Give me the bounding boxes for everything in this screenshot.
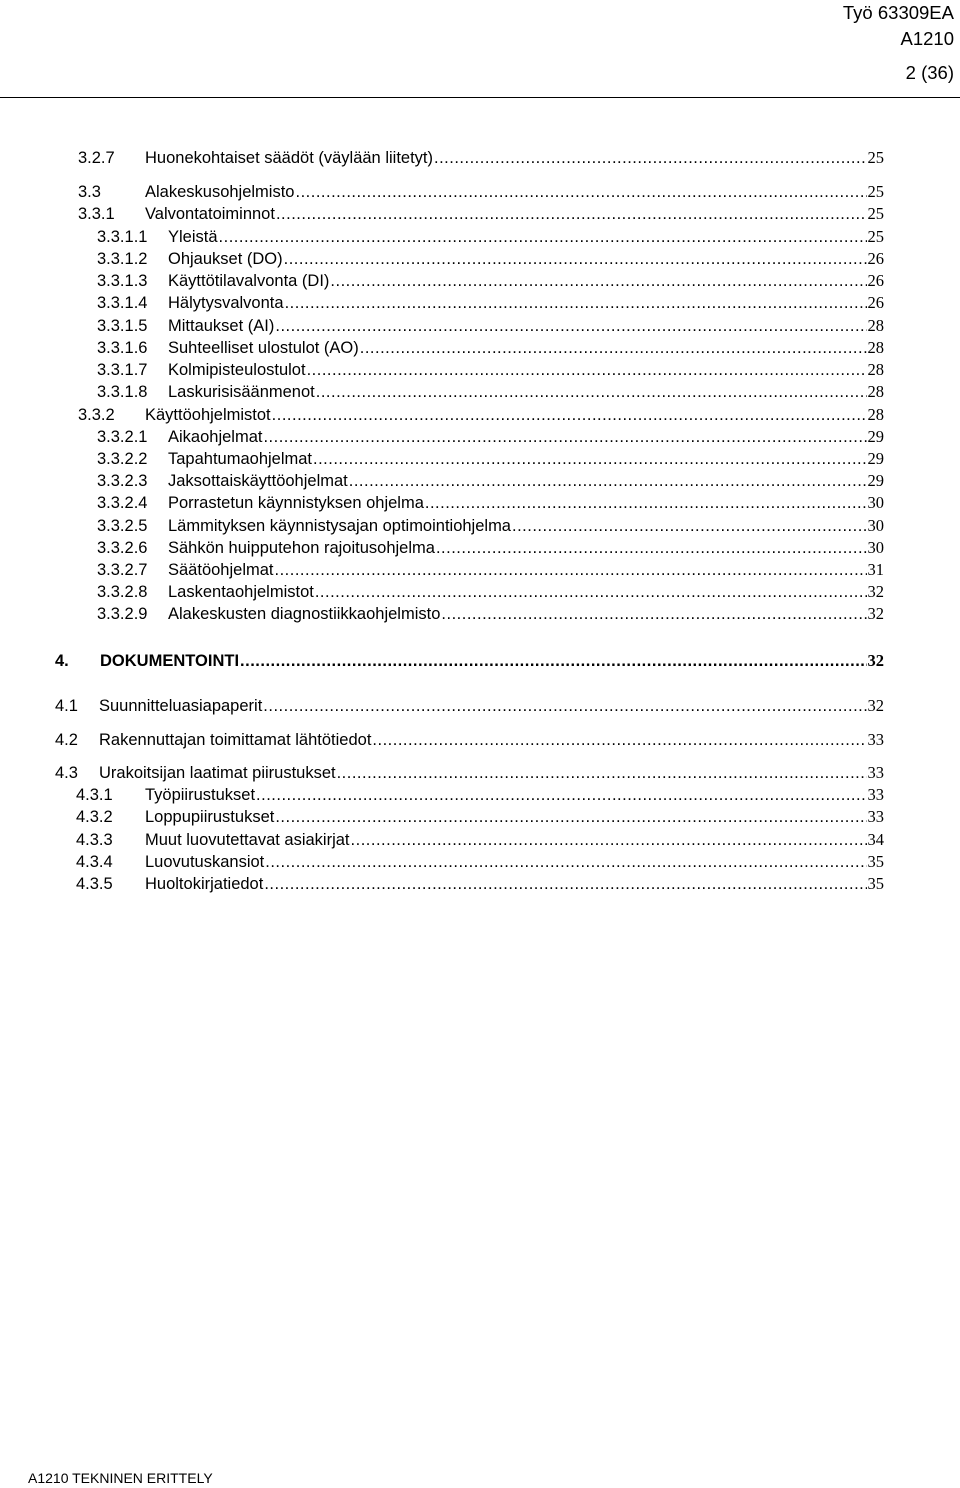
toc-entry[interactable] [76,784,884,806]
toc-entry-leader [240,650,866,672]
toc-entry[interactable] [97,292,884,314]
toc-entry[interactable] [97,359,884,381]
toc-entry-page: 30 [867,493,884,512]
toc-entry-number: 3.2.7 [78,149,115,167]
toc-entry-page: 32 [867,604,884,623]
toc-entry-page: 34 [867,830,884,849]
toc-entry-number: 4.3.3 [76,831,113,849]
document-code: A1210 [900,28,954,49]
toc-entry-number: 4.3.4 [76,853,113,871]
toc-entry-title: Huonekohtaiset säädöt (väylään liitetyt) [145,149,433,167]
toc-entry-page: 31 [867,560,884,579]
toc-entry-leader [434,147,867,169]
toc-entry-title: Aikaohjelmat [168,428,263,446]
toc-entry-number: 3.3.1.3 [97,272,148,290]
toc-entry-number: 4.3.5 [76,875,113,893]
toc-entry-title: Rakennuttajan toimittamat lähtötiedot [99,731,372,749]
toc-entry-page: 30 [867,538,884,557]
toc-entry-title: Työpiirustukset [145,786,256,804]
toc-entry-page: 29 [867,427,884,446]
toc-entry-title: Lämmityksen käynnistysajan optimointiohjelma [168,517,511,535]
toc-entry-number: 3.3.1.8 [97,383,148,401]
toc-entry-number: 4.2 [55,731,78,749]
toc-entry-page: 28 [867,405,884,424]
toc-entry-title: Urakoitsijan laatimat piirustukset [99,764,336,782]
toc-entry-number: 3.3.1.1 [97,228,148,246]
toc-entry-number: 3.3.2.4 [97,494,148,512]
toc-entry-leader [275,559,867,581]
toc-entry-leader [512,515,867,537]
toc-entry-page: 26 [867,271,884,290]
toc-entry-number: 3.3 [78,183,101,201]
toc-entry-title: Käyttöohjelmistot [145,406,271,424]
toc-entry[interactable] [78,404,884,426]
toc-entry-title: Alakeskusten diagnostiikkaohjelmisto [168,605,441,623]
toc-entry-number: 4. [55,652,69,670]
toc-entry-title: Loppupiirustukset [145,808,275,826]
toc-entry-page: 28 [867,360,884,379]
toc-entry-page: 29 [867,471,884,490]
toc-entry-page: 33 [867,785,884,804]
toc-entry-leader [307,359,867,381]
toc-entry-leader [330,270,866,292]
toc-entry-page: 28 [867,338,884,357]
toc-entry-number: 3.3.1.2 [97,250,148,268]
toc-entry-page: 33 [867,807,884,826]
toc-entry[interactable] [78,181,884,203]
toc-entry-leader [351,829,867,851]
toc-entry[interactable] [97,270,884,292]
toc-entry-title: Suunnitteluasiapaperit [99,697,263,715]
toc-entry-page: 33 [867,763,884,782]
toc-entry-leader [295,181,866,203]
toc-entry-title: Kolmipisteulostulot [168,361,306,379]
toc-entry-leader [265,851,866,873]
toc-entry[interactable] [97,581,884,603]
toc-entry-title: Säätöohjelmat [168,561,274,579]
toc-entry[interactable] [97,248,884,270]
toc-entry[interactable] [76,806,884,828]
toc-entry-page: 29 [867,449,884,468]
toc-entry[interactable] [97,603,884,625]
toc-entry-number: 3.3.2 [78,406,115,424]
toc-entry-number: 4.1 [55,697,78,715]
toc-entry-title: Porrastetun käynnistyksen ohjelma [168,494,424,512]
toc-entry[interactable] [55,695,884,717]
toc-entry-title: Muut luovutettavat asiakirjat [145,831,350,849]
toc-entry-leader [264,873,866,895]
toc-entry-title: DOKUMENTOINTI [100,652,240,670]
toc-entry-number: 4.3.1 [76,786,113,804]
toc-entry-title: Mittaukset (AI) [168,317,275,335]
toc-entry-leader [284,248,867,270]
toc-entry-title: Hälytysvalvonta [168,294,284,312]
toc-entry-leader [360,337,867,359]
page-footer: A1210 TEKNINEN ERITTELY [28,1470,213,1486]
toc-entry[interactable] [55,762,884,784]
toc-entry-leader [425,492,867,514]
toc-entry-page: 35 [867,852,884,871]
toc-entry-number: 3.3.2.2 [97,450,148,468]
toc-entry[interactable] [78,203,884,225]
toc-entry[interactable] [97,492,884,514]
toc-entry-number: 3.3.2.5 [97,517,148,535]
toc-entry-number: 3.3.2.6 [97,539,148,557]
toc-entry-title: Laskurisisäänmenot [168,383,315,401]
page-indicator: 2 (36) [905,62,954,83]
toc-entry-leader [313,448,866,470]
toc-entry-page: 25 [867,204,884,223]
toc-entry-leader [337,762,867,784]
toc-entry-title: Yleistä [168,228,218,246]
toc-entry[interactable] [76,851,884,873]
toc-entry-page: 25 [867,182,884,201]
toc-entry-number: 3.3.2.7 [97,561,148,579]
toc-entry-chapter[interactable] [55,650,884,672]
toc-entry-page: 35 [867,874,884,893]
toc-entry-leader [275,315,866,337]
toc-entry-title: Laskentaohjelmistot [168,583,314,601]
toc-entry-number: 3.3.1.4 [97,294,148,312]
toc-entry-leader [372,729,866,751]
toc-entry-title: Suhteelliset ulostulot (AO) [168,339,359,357]
toc-entry-leader [316,381,867,403]
toc-entry-leader [436,537,867,559]
toc-entry-title: Tapahtumaohjelmat [168,450,313,468]
toc-entry-leader [263,426,866,448]
toc-entry-leader [263,695,866,717]
toc-entry-number: 4.3.2 [76,808,113,826]
toc-entry[interactable] [97,559,884,581]
toc-entry[interactable] [97,381,884,403]
toc-entry-title: Luovutuskansiot [145,853,265,871]
toc-entry-leader [285,292,867,314]
toc-entry-number: 3.3.2.1 [97,428,148,446]
toc-entry-leader [219,226,867,248]
toc-entry-leader [275,806,866,828]
toc-entry-page: 30 [867,516,884,535]
toc-entry-leader [349,470,867,492]
toc-entry-page: 32 [867,582,884,601]
toc-entry-page: 32 [867,651,884,670]
toc-entry[interactable] [97,337,884,359]
toc-entry-number: 4.3 [55,764,78,782]
toc-entry-title: Alakeskusohjelmisto [145,183,295,201]
toc-entry-title: Huoltokirjatiedot [145,875,264,893]
toc-entry-leader [256,784,866,806]
toc-entry-title: Ohjaukset (DO) [168,250,283,268]
toc-entry[interactable] [97,470,884,492]
toc-entry[interactable] [76,873,884,895]
toc-entry[interactable] [76,829,884,851]
toc-entry-number: 3.3.2.9 [97,605,148,623]
toc-entry-number: 3.3.2.3 [97,472,148,490]
toc-entry-title: Käyttötilavalvonta (DI) [168,272,330,290]
work-number: Työ 63309EA [842,2,954,23]
toc-entry-leader [441,603,866,625]
toc-entry-leader [276,203,867,225]
toc-entry[interactable] [78,147,884,169]
toc-entry-page: 28 [867,316,884,335]
toc-entry[interactable] [97,226,884,248]
toc-entry[interactable] [55,729,884,751]
toc-entry[interactable] [97,537,884,559]
toc-entry-page: 32 [867,696,884,715]
toc-entry-title: Jaksottaiskäyttöohjelmat [168,472,348,490]
toc-entry-number: 3.3.1.6 [97,339,148,357]
toc-entry-title: Valvontatoiminnot [145,205,275,223]
toc-entry[interactable] [97,515,884,537]
toc-entry-number: 3.3.2.8 [97,583,148,601]
toc-entry-number: 3.3.1.7 [97,361,148,379]
toc-entry-page: 25 [867,148,884,167]
toc-entry[interactable] [97,315,884,337]
toc-entry-leader [315,581,867,603]
toc-entry-leader [272,404,867,426]
toc-entry-page: 26 [867,249,884,268]
toc-entry-page: 25 [867,227,884,246]
toc-entry-page: 33 [867,730,884,749]
toc-entry-title: Sähkön huipputehon rajoitusohjelma [168,539,435,557]
toc-entry-page: 26 [867,293,884,312]
toc-entry[interactable] [97,448,884,470]
toc-entry-page: 28 [867,382,884,401]
toc-entry[interactable] [97,426,884,448]
toc-entry-number: 3.3.1 [78,205,115,223]
toc-entry-number: 3.3.1.5 [97,317,148,335]
